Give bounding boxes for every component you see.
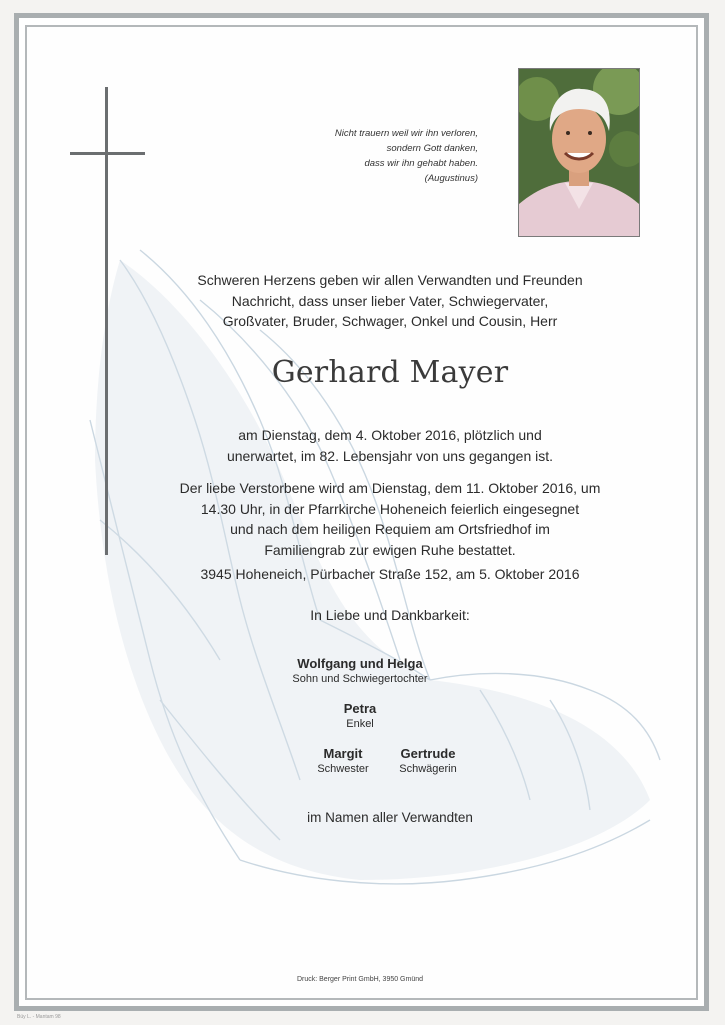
mourner-name: Wolfgang und Helga [297, 656, 423, 671]
address-date: 3945 Hoheneich, Pürbacher Straße 152, am 5. Oktober 2016 [200, 566, 580, 582]
closing-line: im Namen aller Verwandten [307, 810, 473, 825]
mourner-name: Margit [323, 746, 363, 761]
funeral-details [150, 478, 630, 560]
intro-line: Schweren Herzens geben wir allen Verwandten und Freunden [197, 272, 583, 288]
deceased-name: Gerhard Mayer [271, 355, 509, 390]
intro-line: Großvater, Bruder, Schwager, Onkel und Cousin, Herr [222, 313, 558, 329]
mourner [330, 700, 390, 732]
portrait-photo [518, 68, 640, 237]
intro-text [150, 270, 630, 332]
printer-credit: Druck: Berger Print GmbH, 3950 Gmünd [296, 976, 424, 983]
mourner-name: Petra [343, 701, 377, 716]
funeral-line: 14.30 Uhr, in der Pfarrkirche Hoheneich feierlich eingesegnet [200, 500, 580, 517]
death-notice [150, 425, 630, 466]
quote-author: (Augustinus) [424, 173, 478, 184]
corner-note: Büy L. - Mantam 98 [17, 1014, 61, 1020]
quote-line: Nicht trauern weil wir ihn verloren, [334, 128, 478, 139]
thanks-line: In Liebe und Dankbarkeit: [310, 607, 470, 623]
funeral-line: Der liebe Verstorbene wird am Dienstag, dem 11. Oktober 2016, um [179, 480, 601, 496]
mourner-name: Gertrude [400, 746, 456, 761]
mourner [290, 655, 430, 687]
mourner [388, 745, 468, 777]
quote-line: dass wir ihn gehabt haben. [364, 158, 478, 169]
mourner-relation: Schwägerin [399, 763, 457, 775]
quote-line: sondern Gott danken, [386, 143, 478, 154]
mourner-relation: Enkel [346, 718, 374, 730]
mourner-relation: Sohn und Schwiegertochter [292, 673, 428, 685]
memorial-quote [300, 126, 478, 186]
intro-line: Nachricht, dass unser lieber Vater, Schwiegervater, [231, 292, 549, 309]
mourner [305, 745, 381, 777]
cross-vertical-bar [105, 87, 108, 555]
mourner-relation: Schwester [317, 763, 369, 775]
cross-horizontal-bar [70, 152, 145, 155]
death-line: am Dienstag, dem 4. Oktober 2016, plötzlich und [238, 427, 542, 443]
funeral-line: und nach dem heiligen Requiem am Ortsfriedhof im [230, 521, 550, 537]
funeral-line: Familiengrab zur ewigen Ruhe bestattet. [264, 541, 516, 558]
death-line: unerwartet, im 82. Lebensjahr von uns gegangen ist. [226, 447, 554, 464]
